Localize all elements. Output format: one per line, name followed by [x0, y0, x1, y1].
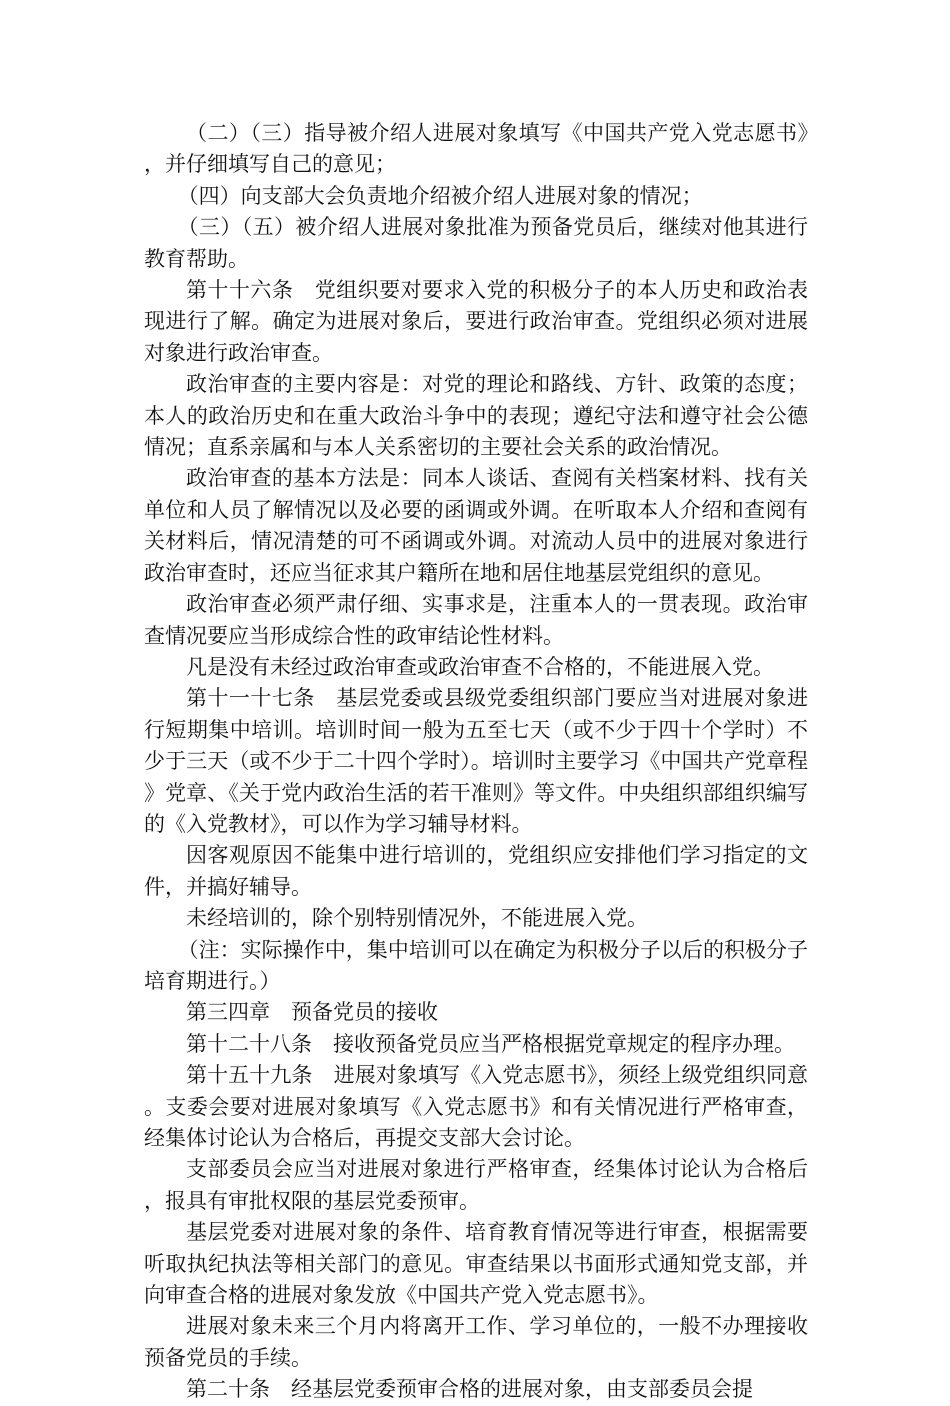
- paragraph-no-training-no-admission: 未经培训的，除个别特别情况外，不能进展入党。: [186, 906, 648, 931]
- document-page: [144, 118, 808, 1406]
- paragraph-branch-committee-review: 支部委员会应当对进展对象进行严格审查，经集体讨论认为合格后，报具有审批权限的基层党委预审。: [144, 1157, 808, 1213]
- paragraph-review-method: 政治审查的基本方法是：同本人谈话、查阅有关档案材料、找有关单位和人员了解情况以及必要的函调或外调。在听取本人介绍和查阅有关材料后，情况清楚的可不函调或外调。对流动人员中的进展对象进行政治审查时，还应当征求其户籍所在地和居住地基层党组织的意见。: [144, 466, 808, 585]
- paragraph-article-20: 第二十条 经基层党委预审合格的进展对象，由支部委员会提: [186, 1377, 753, 1402]
- paragraph-article-16: 第十十六条 党组织要对要求入党的积极分子的本人历史和政治表现进行了解。确定为进展对象后，要进行政治审查。党组织必须对进展对象进行政治审查。: [144, 278, 808, 365]
- paragraph-review-content: 政治审查的主要内容是：对党的理论和路线、方针、政策的态度；本人的政治历史和在重大政治斗争中的表现；遵纪守法和遵守社会公德情况；直系亲属和与本人关系密切的主要社会关系的政治情况。: [144, 372, 808, 460]
- paragraph-alternative-training: 因客观原因不能集中进行培训的，党组织应安排他们学习指定的文件，并搞好辅导。: [144, 843, 808, 899]
- paragraph-leaving-within-three-months: 进展对象未来三个月内将离开工作、学习单位的，一般不办理接收预备党员的手续。: [144, 1314, 808, 1370]
- paragraph-article-17: 第十一十七条 基层党委或县级党委组织部门要应当对进展对象进行短期集中培训。培训时间一般为五至七天（或不少于四十个学时）不少于三天（或不少于二十四个学时）。培训时主要学习《中国共产党章程》党章、《关于党内政治生活的若干准则》等文件。中央组织部组织编写的《入党教材》，可以作为学习辅导材料。: [144, 686, 808, 836]
- paragraph-note: （注：实际操作中，集中培训可以在确定为积极分子以后的积极分子培育期进行。）: [144, 937, 808, 993]
- paragraph-party-committee-review: 基层党委对进展对象的条件、培育教育情况等进行审查，根据需要听取执纪执法等相关部门的意见。审查结果以书面形式通知党支部，并向审查合格的进展对象发放《中国共产党入党志愿书》。: [144, 1220, 808, 1308]
- paragraph-guide-application-form: （二）（三）指导被介绍人进展对象填写《中国共产党入党志愿书》，并仔细填写自己的意见；: [144, 121, 808, 177]
- paragraph-article-18: 第十二十八条 接收预备党员应当严格根据党章规定的程序办理。: [186, 1031, 795, 1056]
- paragraph-review-requirements: 政治审查必须严肃仔细、实事求是，注重本人的一贯表现。政治审查情况要应当形成综合性的政审结论性材料。: [144, 592, 808, 648]
- chapter-heading: 第三四章 预备党员的接收: [186, 1000, 438, 1025]
- paragraph-no-review-no-admission: 凡是没有未经过政治审查或政治审查不合格的，不能进展入党。: [186, 654, 774, 679]
- paragraph-article-19: 第十五十九条 进展对象填写《入党志愿书》，须经上级党组织同意。支委会要对进展对象填写《入党志愿书》和有关情况进行严格审查，经集体讨论认为合格后，再提交支部大会讨论。: [144, 1063, 808, 1150]
- paragraph-continue-education: （三）（五）被介绍人进展对象批准为预备党员后，继续对他其进行教育帮助。: [144, 215, 808, 271]
- paragraph-introduce-to-branch: （四）向支部大会负责地介绍被介绍人进展对象的情况；: [177, 183, 703, 208]
